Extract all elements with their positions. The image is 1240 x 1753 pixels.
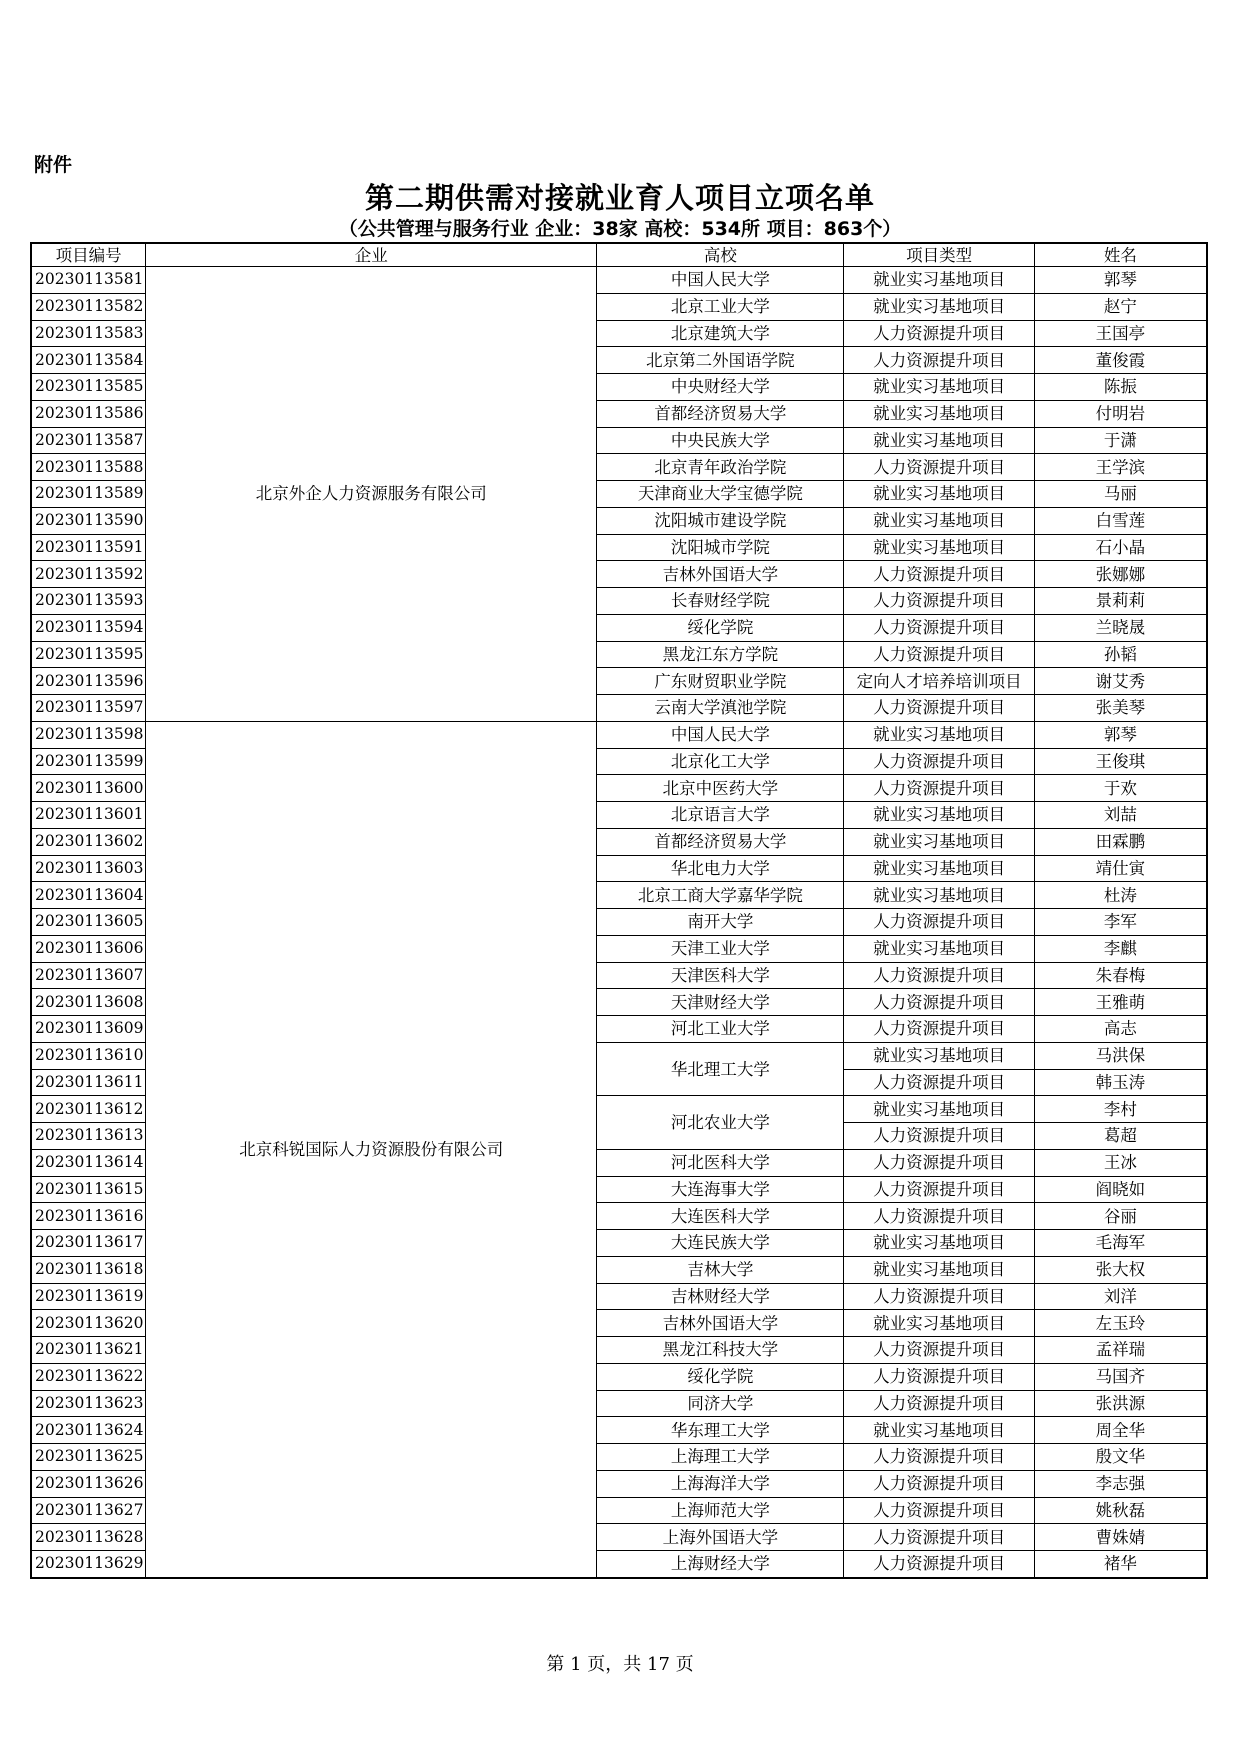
- project-type-cell: 就业实习基地项目: [844, 293, 1034, 320]
- project-type-cell: 就业实习基地项目: [844, 828, 1034, 855]
- school-cell: 南开大学: [597, 909, 844, 936]
- school-cell: 吉林外国语大学: [597, 1310, 844, 1337]
- project-type-cell: 人力资源提升项目: [844, 1016, 1034, 1043]
- project-id-cell: 20230113587: [31, 427, 146, 454]
- project-type-cell: 人力资源提升项目: [844, 909, 1034, 936]
- project-id-cell: 20230113626: [31, 1470, 146, 1497]
- project-id-cell: 20230113599: [31, 748, 146, 775]
- project-id-cell: 20230113623: [31, 1390, 146, 1417]
- person-name-cell: 王国亭: [1034, 320, 1207, 347]
- project-type-cell: 人力资源提升项目: [844, 1203, 1034, 1230]
- project-type-cell: 就业实习基地项目: [844, 1417, 1034, 1444]
- school-cell: 首都经济贸易大学: [597, 400, 844, 427]
- person-name-cell: 姚秋磊: [1034, 1497, 1207, 1524]
- project-type-cell: 人力资源提升项目: [844, 588, 1034, 615]
- school-cell: 上海理工大学: [597, 1444, 844, 1471]
- person-name-cell: 靖仕寅: [1034, 855, 1207, 882]
- project-type-cell: 就业实习基地项目: [844, 1230, 1034, 1257]
- project-type-cell: 就业实习基地项目: [844, 1310, 1034, 1337]
- project-type-cell: 就业实习基地项目: [844, 374, 1034, 401]
- school-cell: 广东财贸职业学院: [597, 668, 844, 695]
- project-id-cell: 20230113600: [31, 775, 146, 802]
- project-id-cell: 20230113625: [31, 1444, 146, 1471]
- project-id-cell: 20230113598: [31, 721, 146, 748]
- person-name-cell: 兰晓晟: [1034, 614, 1207, 641]
- person-name-cell: 郭琴: [1034, 267, 1207, 294]
- project-id-cell: 20230113590: [31, 507, 146, 534]
- project-id-cell: 20230113620: [31, 1310, 146, 1337]
- project-id-cell: 20230113610: [31, 1042, 146, 1069]
- person-name-cell: 杜涛: [1034, 882, 1207, 909]
- project-id-cell: 20230113614: [31, 1149, 146, 1176]
- person-name-cell: 李村: [1034, 1096, 1207, 1123]
- project-type-cell: 人力资源提升项目: [844, 641, 1034, 668]
- school-cell: 黑龙江科技大学: [597, 1337, 844, 1364]
- project-id-cell: 20230113589: [31, 481, 146, 508]
- school-cell: 首都经济贸易大学: [597, 828, 844, 855]
- project-type-cell: 就业实习基地项目: [844, 427, 1034, 454]
- project-id-cell: 20230113592: [31, 561, 146, 588]
- person-name-cell: 张大权: [1034, 1256, 1207, 1283]
- project-id-cell: 20230113615: [31, 1176, 146, 1203]
- project-type-cell: 人力资源提升项目: [844, 347, 1034, 374]
- school-cell: 绥化学院: [597, 1363, 844, 1390]
- project-id-cell: 20230113617: [31, 1230, 146, 1257]
- person-name-cell: 葛超: [1034, 1123, 1207, 1150]
- school-cell: 同济大学: [597, 1390, 844, 1417]
- project-type-cell: 人力资源提升项目: [844, 962, 1034, 989]
- project-id-cell: 20230113583: [31, 320, 146, 347]
- project-id-cell: 20230113596: [31, 668, 146, 695]
- person-name-cell: 孙韬: [1034, 641, 1207, 668]
- project-id-cell: 20230113618: [31, 1256, 146, 1283]
- project-type-cell: 人力资源提升项目: [844, 775, 1034, 802]
- person-name-cell: 陈振: [1034, 374, 1207, 401]
- project-type-cell: 就业实习基地项目: [844, 1096, 1034, 1123]
- project-type-cell: 就业实习基地项目: [844, 534, 1034, 561]
- person-name-cell: 李麒: [1034, 935, 1207, 962]
- project-id-cell: 20230113597: [31, 695, 146, 722]
- project-id-cell: 20230113606: [31, 935, 146, 962]
- school-cell: 大连海事大学: [597, 1176, 844, 1203]
- school-cell: 华北电力大学: [597, 855, 844, 882]
- person-name-cell: 李志强: [1034, 1470, 1207, 1497]
- school-cell: 北京青年政治学院: [597, 454, 844, 481]
- person-name-cell: 刘喆: [1034, 802, 1207, 829]
- project-type-cell: 就业实习基地项目: [844, 267, 1034, 294]
- project-type-cell: 人力资源提升项目: [844, 1497, 1034, 1524]
- school-cell: 北京工业大学: [597, 293, 844, 320]
- person-name-cell: 周全华: [1034, 1417, 1207, 1444]
- project-type-cell: 定向人才培养培训项目: [844, 668, 1034, 695]
- person-name-cell: 付明岩: [1034, 400, 1207, 427]
- school-cell: 黑龙江东方学院: [597, 641, 844, 668]
- school-cell: 吉林财经大学: [597, 1283, 844, 1310]
- project-type-cell: 人力资源提升项目: [844, 1551, 1034, 1578]
- person-name-cell: 曹姝婧: [1034, 1524, 1207, 1551]
- project-id-cell: 20230113611: [31, 1069, 146, 1096]
- project-id-cell: 20230113588: [31, 454, 146, 481]
- school-cell: 天津工业大学: [597, 935, 844, 962]
- project-id-cell: 20230113609: [31, 1016, 146, 1043]
- person-name-cell: 高志: [1034, 1016, 1207, 1043]
- school-cell: 绥化学院: [597, 614, 844, 641]
- project-id-cell: 20230113585: [31, 374, 146, 401]
- document-title: 第二期供需对接就业育人项目立项名单: [364, 181, 875, 215]
- person-name-cell: 白雪莲: [1034, 507, 1207, 534]
- project-id-cell: 20230113612: [31, 1096, 146, 1123]
- school-cell: 吉林外国语大学: [597, 561, 844, 588]
- school-cell: 北京第二外国语学院: [597, 347, 844, 374]
- project-type-cell: 人力资源提升项目: [844, 1337, 1034, 1364]
- school-cell: 河北农业大学: [597, 1096, 844, 1150]
- person-name-cell: 董俊霞: [1034, 347, 1207, 374]
- project-type-cell: 就业实习基地项目: [844, 1256, 1034, 1283]
- school-cell: 河北医科大学: [597, 1149, 844, 1176]
- project-type-cell: 就业实习基地项目: [844, 855, 1034, 882]
- person-name-cell: 阎晓如: [1034, 1176, 1207, 1203]
- table-row: [31, 721, 1207, 748]
- person-name-cell: 郭琴: [1034, 721, 1207, 748]
- header-school: 高校: [597, 243, 844, 267]
- school-cell: 北京化工大学: [597, 748, 844, 775]
- project-id-cell: 20230113604: [31, 882, 146, 909]
- header-project-type: 项目类型: [844, 243, 1034, 267]
- company-cell: 北京外企人力资源服务有限公司: [146, 267, 597, 722]
- project-type-cell: 就业实习基地项目: [844, 481, 1034, 508]
- project-id-cell: 20230113621: [31, 1337, 146, 1364]
- project-type-cell: 就业实习基地项目: [844, 935, 1034, 962]
- project-id-cell: 20230113627: [31, 1497, 146, 1524]
- school-cell: 华北理工大学: [597, 1042, 844, 1096]
- person-name-cell: 王雅萌: [1034, 989, 1207, 1016]
- project-id-cell: 20230113603: [31, 855, 146, 882]
- person-name-cell: 殷文华: [1034, 1444, 1207, 1471]
- project-type-cell: 人力资源提升项目: [844, 1524, 1034, 1551]
- project-type-cell: 人力资源提升项目: [844, 695, 1034, 722]
- person-name-cell: 马国齐: [1034, 1363, 1207, 1390]
- page-footer: 第 1 页，共 17 页: [546, 1654, 694, 1675]
- project-id-cell: 20230113601: [31, 802, 146, 829]
- project-type-cell: 人力资源提升项目: [844, 1176, 1034, 1203]
- project-type-cell: 人力资源提升项目: [844, 989, 1034, 1016]
- school-cell: 中国人民大学: [597, 721, 844, 748]
- person-name-cell: 于欢: [1034, 775, 1207, 802]
- project-id-cell: 20230113586: [31, 400, 146, 427]
- project-type-cell: 人力资源提升项目: [844, 1390, 1034, 1417]
- header-name: 姓名: [1034, 243, 1207, 267]
- person-name-cell: 于潇: [1034, 427, 1207, 454]
- project-type-cell: 人力资源提升项目: [844, 454, 1034, 481]
- school-cell: 北京工商大学嘉华学院: [597, 882, 844, 909]
- project-id-cell: 20230113581: [31, 267, 146, 294]
- school-cell: 中央民族大学: [597, 427, 844, 454]
- school-cell: 沈阳城市建设学院: [597, 507, 844, 534]
- school-cell: 天津商业大学宝德学院: [597, 481, 844, 508]
- project-id-cell: 20230113593: [31, 588, 146, 615]
- project-id-cell: 20230113622: [31, 1363, 146, 1390]
- project-id-cell: 20230113629: [31, 1551, 146, 1578]
- project-type-cell: 就业实习基地项目: [844, 882, 1034, 909]
- project-table: [30, 242, 1208, 1579]
- school-cell: 沈阳城市学院: [597, 534, 844, 561]
- person-name-cell: 张娜娜: [1034, 561, 1207, 588]
- person-name-cell: 王俊琪: [1034, 748, 1207, 775]
- person-name-cell: 赵宁: [1034, 293, 1207, 320]
- project-id-cell: 20230113602: [31, 828, 146, 855]
- person-name-cell: 朱春梅: [1034, 962, 1207, 989]
- project-type-cell: 人力资源提升项目: [844, 614, 1034, 641]
- project-id-cell: 20230113616: [31, 1203, 146, 1230]
- project-type-cell: 人力资源提升项目: [844, 1123, 1034, 1150]
- school-cell: 华东理工大学: [597, 1417, 844, 1444]
- project-id-cell: 20230113591: [31, 534, 146, 561]
- school-cell: 天津医科大学: [597, 962, 844, 989]
- person-name-cell: 石小晶: [1034, 534, 1207, 561]
- table-body: [31, 267, 1207, 1578]
- project-id-cell: 20230113624: [31, 1417, 146, 1444]
- table-header-row: [31, 243, 1207, 267]
- project-type-cell: 人力资源提升项目: [844, 1444, 1034, 1471]
- school-cell: 中国人民大学: [597, 267, 844, 294]
- project-id-cell: 20230113582: [31, 293, 146, 320]
- school-cell: 长春财经学院: [597, 588, 844, 615]
- school-cell: 上海财经大学: [597, 1551, 844, 1578]
- project-id-cell: 20230113628: [31, 1524, 146, 1551]
- person-name-cell: 刘洋: [1034, 1283, 1207, 1310]
- project-type-cell: 人力资源提升项目: [844, 1149, 1034, 1176]
- project-id-cell: 20230113613: [31, 1123, 146, 1150]
- project-type-cell: 人力资源提升项目: [844, 320, 1034, 347]
- person-name-cell: 景莉莉: [1034, 588, 1207, 615]
- table-row: [31, 267, 1207, 294]
- project-type-cell: 人力资源提升项目: [844, 1363, 1034, 1390]
- company-cell: 北京科锐国际人力资源股份有限公司: [146, 721, 597, 1578]
- project-type-cell: 就业实习基地项目: [844, 1042, 1034, 1069]
- person-name-cell: 王冰: [1034, 1149, 1207, 1176]
- project-id-cell: 20230113594: [31, 614, 146, 641]
- project-type-cell: 人力资源提升项目: [844, 1069, 1034, 1096]
- person-name-cell: 谢艾秀: [1034, 668, 1207, 695]
- person-name-cell: 韩玉涛: [1034, 1069, 1207, 1096]
- person-name-cell: 谷丽: [1034, 1203, 1207, 1230]
- person-name-cell: 毛海军: [1034, 1230, 1207, 1257]
- header-company: 企业: [146, 243, 597, 267]
- project-id-cell: 20230113605: [31, 909, 146, 936]
- school-cell: 上海海洋大学: [597, 1470, 844, 1497]
- document-subtitle: （公共管理与服务行业 企业：38家 高校：534所 项目：863个）: [338, 218, 902, 240]
- project-type-cell: 人力资源提升项目: [844, 561, 1034, 588]
- school-cell: 河北工业大学: [597, 1016, 844, 1043]
- project-type-cell: 人力资源提升项目: [844, 1283, 1034, 1310]
- person-name-cell: 王学滨: [1034, 454, 1207, 481]
- school-cell: 北京中医药大学: [597, 775, 844, 802]
- project-type-cell: 就业实习基地项目: [844, 802, 1034, 829]
- person-name-cell: 马洪保: [1034, 1042, 1207, 1069]
- project-type-cell: 人力资源提升项目: [844, 748, 1034, 775]
- project-type-cell: 就业实习基地项目: [844, 721, 1034, 748]
- project-type-cell: 人力资源提升项目: [844, 1470, 1034, 1497]
- person-name-cell: 马丽: [1034, 481, 1207, 508]
- person-name-cell: 左玉玲: [1034, 1310, 1207, 1337]
- school-cell: 天津财经大学: [597, 989, 844, 1016]
- school-cell: 北京语言大学: [597, 802, 844, 829]
- school-cell: 吉林大学: [597, 1256, 844, 1283]
- person-name-cell: 褚华: [1034, 1551, 1207, 1578]
- project-id-cell: 20230113608: [31, 989, 146, 1016]
- project-id-cell: 20230113607: [31, 962, 146, 989]
- school-cell: 中央财经大学: [597, 374, 844, 401]
- school-cell: 云南大学滇池学院: [597, 695, 844, 722]
- school-cell: 大连民族大学: [597, 1230, 844, 1257]
- header-project-id: 项目编号: [31, 243, 146, 267]
- person-name-cell: 张洪源: [1034, 1390, 1207, 1417]
- school-cell: 大连医科大学: [597, 1203, 844, 1230]
- attachment-label: 附件: [34, 154, 73, 176]
- project-id-cell: 20230113595: [31, 641, 146, 668]
- school-cell: 上海外国语大学: [597, 1524, 844, 1551]
- project-id-cell: 20230113619: [31, 1283, 146, 1310]
- person-name-cell: 田霖鹏: [1034, 828, 1207, 855]
- person-name-cell: 孟祥瑞: [1034, 1337, 1207, 1364]
- person-name-cell: 李军: [1034, 909, 1207, 936]
- school-cell: 北京建筑大学: [597, 320, 844, 347]
- school-cell: 上海师范大学: [597, 1497, 844, 1524]
- project-id-cell: 20230113584: [31, 347, 146, 374]
- project-type-cell: 就业实习基地项目: [844, 400, 1034, 427]
- person-name-cell: 张美琴: [1034, 695, 1207, 722]
- project-type-cell: 就业实习基地项目: [844, 507, 1034, 534]
